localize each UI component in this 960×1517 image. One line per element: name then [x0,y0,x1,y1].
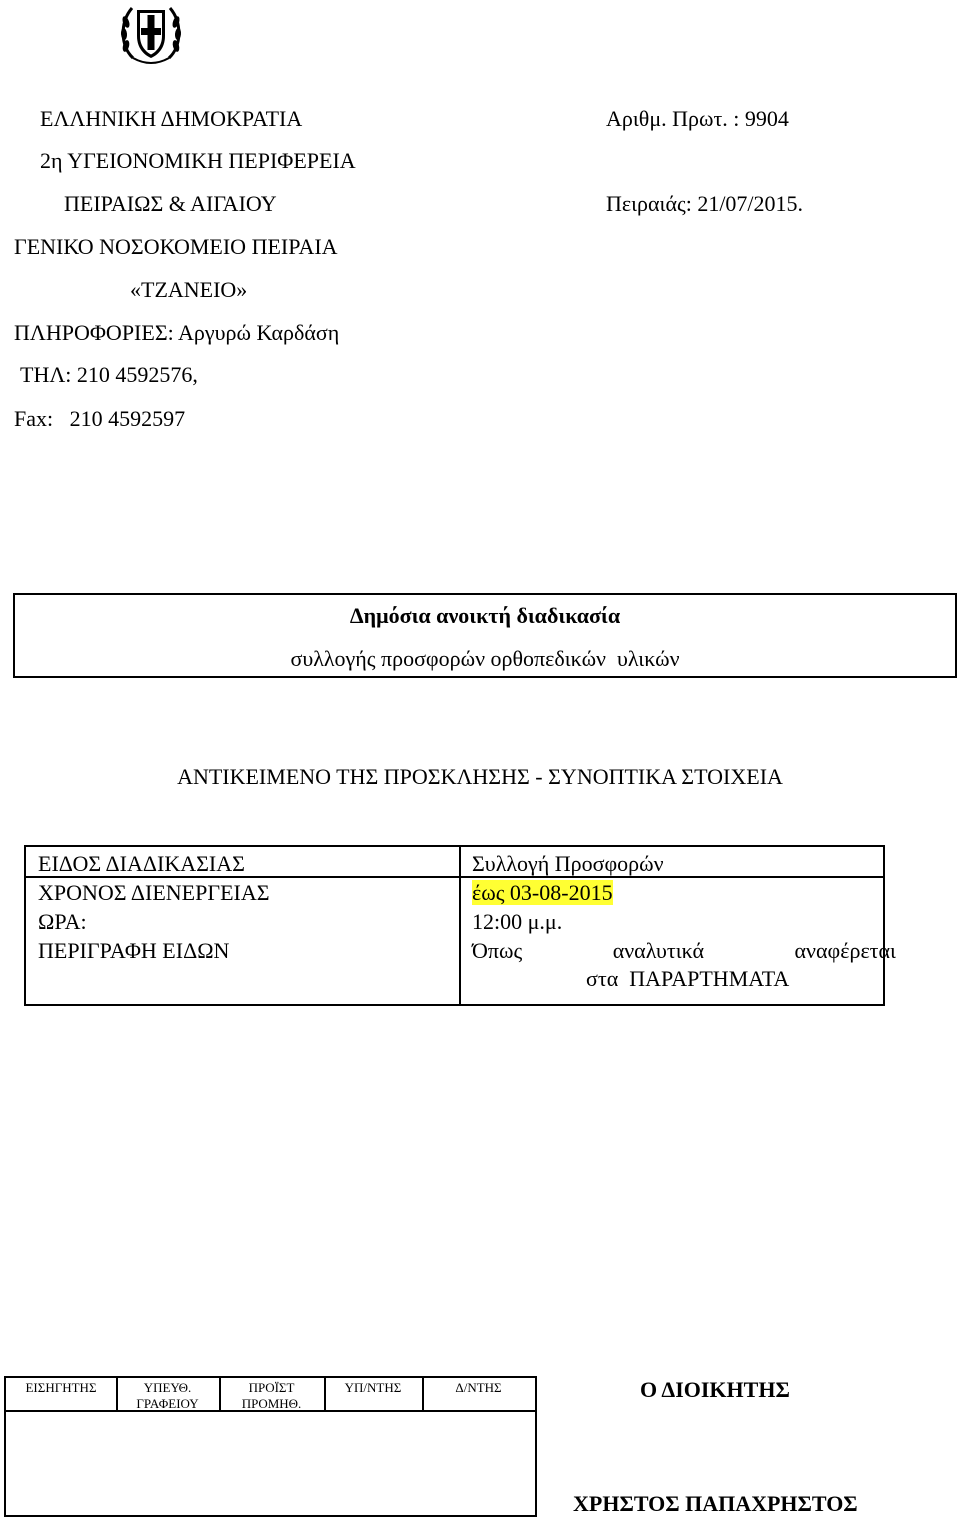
signature-header-deputy-director [324,1380,422,1396]
signature-header-director [422,1380,535,1396]
header-line-hospital-name: «ΤΖΑΝΕΙΟ» [130,277,248,302]
summary-table [24,845,896,1006]
header-line-phone: ΤΗΛ: 210 4592576, [20,362,198,387]
director-title: Ο ΔΙΟΙΚΗΤΗΣ [640,1377,790,1402]
header-line-health-region: 2η ΥΓΕΙΟΝΟΜΙΚΗ ΠΕΡΙΦΕΡΕΙΑ [40,148,356,173]
signature-header-line: ΠΡΟΜΗΘ. [241,1396,302,1411]
summary-label-procedure-type: ΕΙΔΟΣ ΔΙΑΔΙΚΑΣΙΑΣ [38,851,245,876]
summary-label-description: ΠΕΡΙΓΡΑΦΗ ΕΙΔΩΝ [38,938,230,963]
procedure-subtitle: συλλογής προσφορών ορθοπεδικών υλικών [290,646,680,671]
procedure-box [13,593,957,678]
signature-header-line: ΕΙΣΗΓΗΤΗΣ [25,1380,97,1395]
director-name: ΧΡΗΣΤΟΣ ΠΑΠΑΧΡΗΣΤΟΣ [573,1491,858,1516]
procedure-title: Δημόσια ανοικτή διαδικασία [349,603,621,628]
place-date: Πειραιάς: 21/07/2015. [606,191,804,216]
signature-header-office-head [116,1380,219,1412]
signature-table [4,1376,537,1517]
summary-value-description [472,938,896,964]
signature-header-line: Δ/ΝΤΗΣ [455,1380,502,1395]
signature-header-line: ΓΡΑΦΕΙΟΥ [136,1396,199,1411]
summary-value-procedure-type: Συλλογή Προσφορών [472,851,664,876]
header-line-hospital: ΓΕΝΙΚΟ ΝΟΣΟΚΟΜΕΙΟ ΠΕΙΡΑΙΑ [14,234,338,259]
signature-header-line: ΥΠΕΥΘ. [143,1380,192,1395]
header-line-republic: ΕΛΛΗΝΙΚΗ ΔΗΜΟΚΡΑΤΙΑ [40,106,303,131]
summary-value-deadline: έως 03-08-2015 [472,880,613,905]
protocol-number: Αριθμ. Πρωτ. : 9904 [606,106,789,131]
summary-label-time: ΩΡΑ: [38,909,87,934]
header-line-info-contact: ΠΛΗΡΟΦΟΡΙΕΣ: Αργυρώ Καρδάση [14,320,340,345]
summary-value-description-line2: στα ΠΑΡΑΡΤΗΜΑΤΑ [586,966,790,991]
signature-header-line: ΥΠ/ΝΤΗΣ [344,1380,402,1395]
signature-header-line: ΠΡΟΪΣΤ [248,1380,295,1395]
greek-emblem-icon [116,0,186,70]
description-word: Όπως [472,938,523,963]
description-word: αναφέρεται [794,938,896,963]
signature-header-rapporteur [6,1380,116,1396]
summary-column-divider [459,847,461,1004]
summary-value-time: 12:00 μ.μ. [472,909,563,934]
header-line-fax: Fax: 210 4592597 [14,406,186,431]
subject-heading: ΑΝΤΙΚΕΙΜΕΝΟ ΤΗΣ ΠΡΟΣΚΛΗΣΗΣ - ΣΥΝΟΠΤΙΚΑ ΣΤΟΙΧΕΙΑ [177,764,783,789]
header-line-region-name: ΠΕΙΡΑΙΩΣ & ΑΙΓΑΙΟΥ [64,191,277,216]
summary-label-duration: ΧΡΟΝΟΣ ΔΙΕΝΕΡΓΕΙΑΣ [38,880,270,905]
description-word: αναλυτικά [612,938,705,963]
signature-header-procurement-head [219,1380,324,1412]
